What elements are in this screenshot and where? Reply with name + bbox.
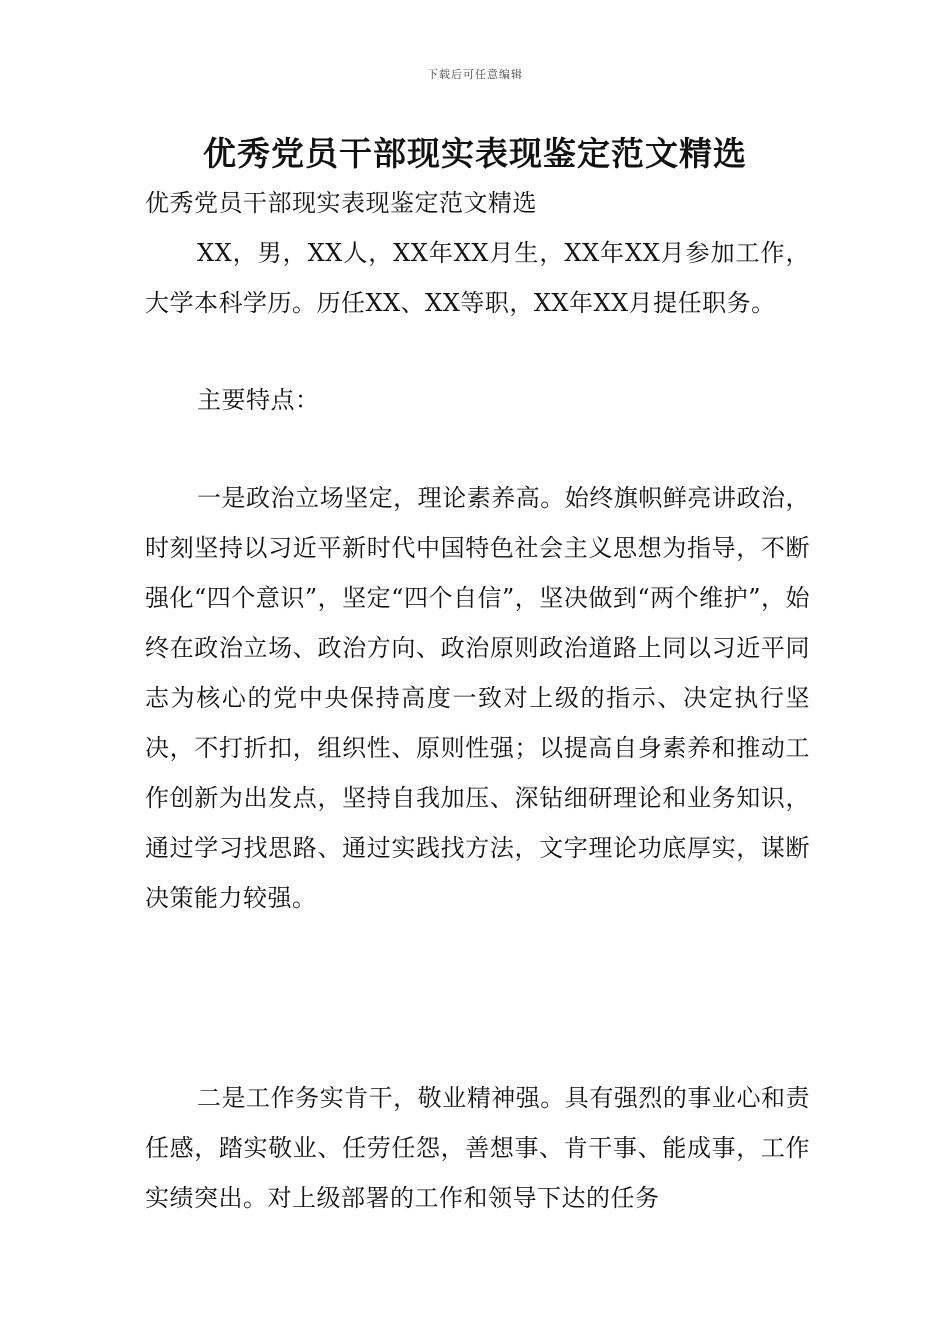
paragraph-point-two: 二是工作务实肯干，敬业精神强。具有强烈的事业心和责任感，踏实敬业、任劳任怨，善想事、肯干事、能成事，工作实绩突出。对上级部署的工作和领导下达的任务 bbox=[145, 1084, 810, 1212]
paragraph-features-heading: 主要特点： bbox=[197, 386, 320, 414]
document-subtitle: 优秀党员干部现实表现鉴定范文精选 bbox=[145, 189, 537, 217]
paragraph-intro: XX，男，XX人，XX年XX月生，XX年XX月参加工作，大学本科学历。历任XX、XX等职，XX年XX月提任职务。 bbox=[145, 239, 810, 317]
header-note: 下载后可任意编辑 bbox=[427, 68, 523, 81]
document-title: 优秀党员干部现实表现鉴定范文精选 bbox=[203, 134, 747, 173]
paragraph-point-one: 一是政治立场坚定，理论素养高。始终旗帜鲜亮讲政治，时刻坚持以习近平新时代中国特色社会主义思想为指导，不断强化“四个意识”，坚定“四个自信”，坚决做到“两个维护”，始终在政治立场、政治方向、政治原则政治道路上同以习近平同志为核心的党中央保持高度一致对上级的指示、决定执行坚决，不打折扣，组织性、原则性强；以提高自身素养和推动工作创新为出发点，坚持自我加压、深钻细研理论和业务知识，通过学习找思路、通过实践找方法，文字理论功底厚实，谋断决策能力较强。 bbox=[145, 484, 810, 912]
